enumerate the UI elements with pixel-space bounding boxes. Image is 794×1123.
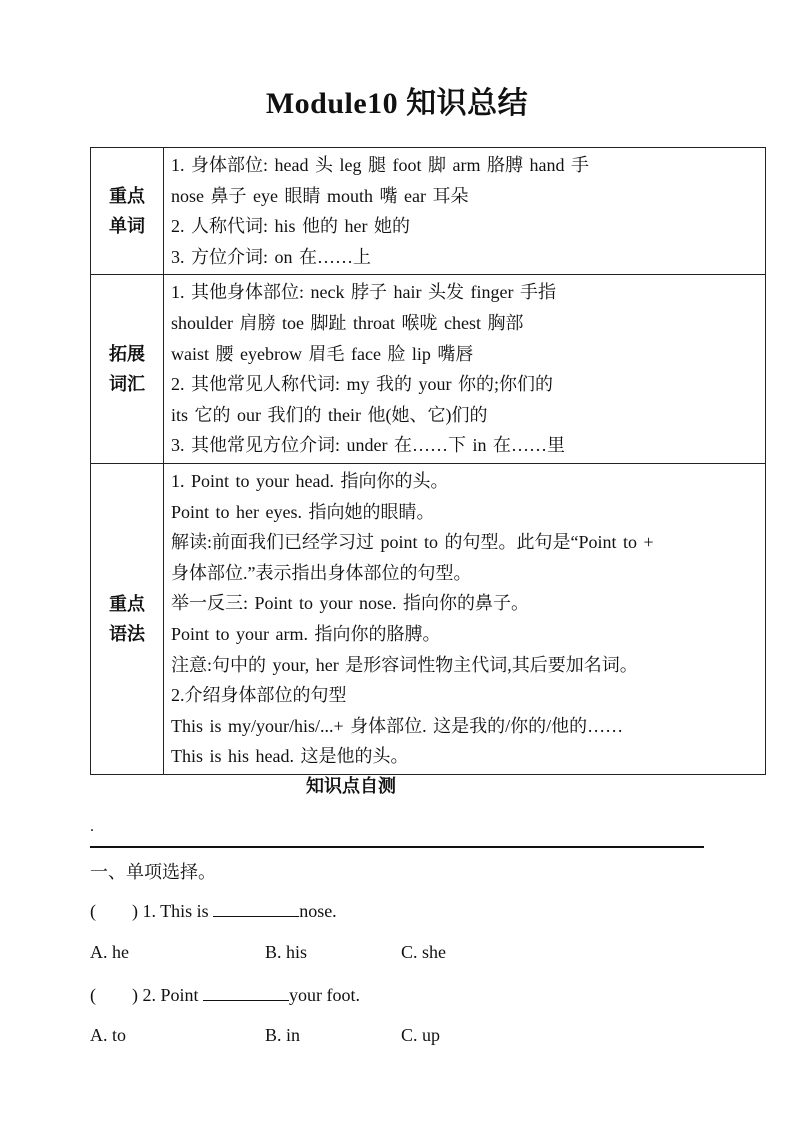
row-label-bottom: 词汇 <box>109 374 145 395</box>
option-c: C. she <box>401 942 446 962</box>
row-label-top: 拓展 <box>109 344 145 365</box>
row-label-bottom: 单词 <box>109 216 145 237</box>
option-a: A. to <box>90 1025 126 1045</box>
option-c: C. up <box>401 1025 441 1045</box>
table-row-key-grammar <box>91 463 766 774</box>
question-1 <box>90 900 337 922</box>
question-2 <box>90 984 360 1006</box>
content-line: 3. 方位介词: on 在……上 <box>171 246 372 267</box>
question-text-end: nose. <box>299 901 337 921</box>
table-row-key-words <box>91 148 766 275</box>
content-line: This is my/your/his/...+ 身体部位. 这是我的/你的/他的…… <box>171 715 624 736</box>
option-a: A. he <box>90 942 129 962</box>
question-text: 1. This is <box>138 901 214 921</box>
summary-table <box>90 147 766 775</box>
content-line: nose 鼻子 eye 眼睛 mouth 嘴 ear 耳朵 <box>171 185 469 206</box>
row-label-bottom: 语法 <box>109 623 145 644</box>
option-b: B. in <box>265 1025 301 1045</box>
question-text-end: your foot. <box>289 985 361 1005</box>
answer-blank[interactable] <box>203 984 289 1001</box>
content-line: 1. Point to your head. 指向你的头。 <box>171 470 449 491</box>
question-text: 2. Point <box>138 985 204 1005</box>
self-test-heading: 知识点自测 <box>306 776 396 796</box>
row-label <box>91 148 164 275</box>
content-line: Point to your arm. 指向你的胳膊。 <box>171 623 441 644</box>
content-line: waist 腰 eyebrow 眉毛 face 脸 lip 嘴唇 <box>171 343 474 364</box>
content-line: 2. 其他常见人称代词: my 我的 your 你的;你们的 <box>171 374 553 395</box>
content-line: its 它的 our 我们的 their 他(她、它)们的 <box>171 404 488 425</box>
content-line: 3. 其他常见方位介词: under 在……下 in 在……里 <box>171 435 565 456</box>
section-title: 一、单项选择。 <box>90 862 216 882</box>
row-content <box>164 275 766 464</box>
content-line: 注意:句中的 your, her 是形容词性物主代词,其后要加名词。 <box>171 654 638 675</box>
option-b: B. his <box>265 942 308 962</box>
answer-paren[interactable]: ( ) <box>90 901 138 921</box>
content-line: This is his head. 这是他的头。 <box>171 746 409 767</box>
content-line: 1. 身体部位: head 头 leg 腿 foot 脚 arm 胳膊 hand 手 <box>171 155 589 175</box>
content-line: 身体部位.”表示指出身体部位的句型。 <box>171 562 472 583</box>
content-line: 2.介绍身体部位的句型 <box>171 685 347 706</box>
page-title: Module10 知识总结 <box>265 87 529 120</box>
table-row-extended-vocab <box>91 275 766 464</box>
content-line: 2. 人称代词: his 他的 her 她的 <box>171 216 410 237</box>
content-line: shoulder 肩膀 toe 脚趾 throat 喉咙 chest 胸部 <box>171 312 524 333</box>
divider-line <box>90 846 704 848</box>
row-label <box>91 463 164 774</box>
row-label-top: 重点 <box>109 186 145 207</box>
row-label <box>91 275 164 464</box>
content-line: 举一反三: Point to your nose. 指向你的鼻子。 <box>171 593 530 614</box>
answer-blank[interactable] <box>213 900 299 917</box>
stray-dot: . <box>90 818 94 835</box>
content-line: 1. 其他身体部位: neck 脖子 hair 头发 finger 手指 <box>171 282 556 303</box>
content-line: Point to her eyes. 指向她的眼睛。 <box>171 501 435 522</box>
row-content <box>164 148 766 275</box>
row-label-top: 重点 <box>109 593 145 614</box>
answer-paren[interactable]: ( ) <box>90 985 138 1005</box>
row-content <box>164 463 766 774</box>
content-line: 解读:前面我们已经学习过 point to 的句型。此句是“Point to + <box>171 532 654 553</box>
